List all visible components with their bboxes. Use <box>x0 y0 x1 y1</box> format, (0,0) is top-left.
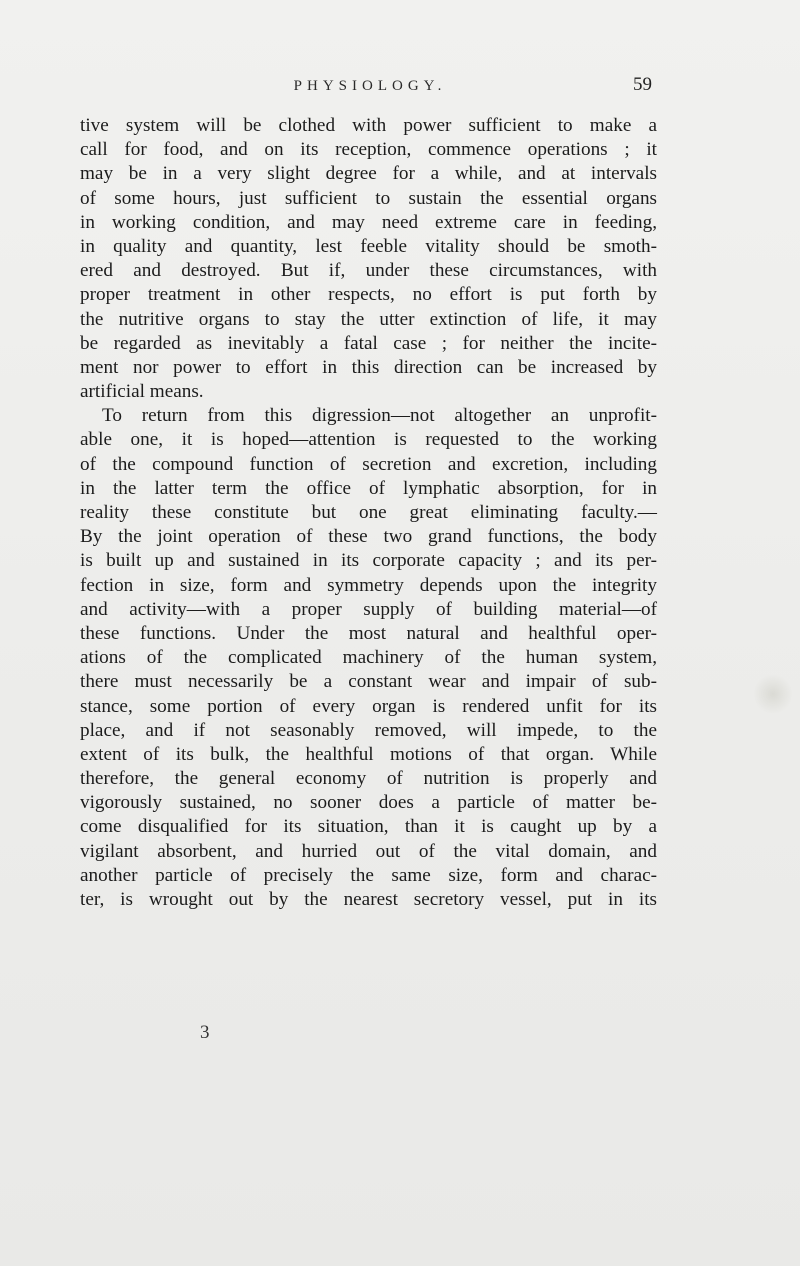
text-line: and activity—with a proper supply of building material—of <box>80 598 657 620</box>
text-line: in working condition, and may need extreme care in feeding, <box>80 211 657 233</box>
body-text <box>80 114 657 912</box>
text-line: able one, it is hoped—attention is requested to the working <box>80 429 657 451</box>
text-line: may be in a very slight degree for a while, and at intervals <box>80 163 657 185</box>
signature-mark: 3 <box>200 1022 210 1043</box>
text-line: call for food, and on its reception, commence operations ; it <box>80 139 657 161</box>
text-line: extent of its bulk, the healthful motions of that organ. While <box>80 743 657 765</box>
text-line: of the compound function of secretion and excretion, including <box>80 453 657 475</box>
text-line: ered and destroyed. But if, under these circumstances, with <box>80 260 657 282</box>
text-line: ter, is wrought out by the nearest secretory vessel, put in its <box>80 889 657 910</box>
text-line: therefore, the general economy of nutrition is properly and <box>80 768 657 790</box>
text-line: place, and if not seasonably removed, will impede, to the <box>80 719 657 741</box>
text-line: another particle of precisely the same size, form and charac- <box>80 864 657 886</box>
text-line: in quality and quantity, lest feeble vitality should be smoth- <box>80 235 657 257</box>
text-line: in the latter term the office of lymphatic absorption, for in <box>80 477 657 499</box>
text-line-paragraph-end: artificial means. <box>80 381 204 403</box>
text-line: the nutritive organs to stay the utter extinction of life, it may <box>80 308 657 330</box>
text-line: these functions. Under the most natural and healthful oper- <box>80 622 657 644</box>
text-line: is built up and sustained in its corporate capacity ; and its per- <box>80 550 657 572</box>
text-line: By the joint operation of these two grand functions, the body <box>80 526 657 548</box>
text-line: ment nor power to effort in this direction can be increased by <box>80 356 657 378</box>
running-title: PHYSIOLOGY. <box>293 78 447 94</box>
text-line: vigorously sustained, no sooner does a particle of matter be- <box>80 792 657 814</box>
paper-stain <box>754 672 792 716</box>
text-line: proper treatment in other respects, no effort is put forth by <box>80 284 657 306</box>
text-line-paragraph-start: To return from this digression—not altogether an unprofit- <box>102 405 657 427</box>
text-line: vigilant absorbent, and hurried out of the vital domain, and <box>80 840 657 862</box>
text-line: stance, some portion of every organ is rendered unfit for its <box>80 695 657 717</box>
text-line: ations of the complicated machinery of the human system, <box>80 647 657 669</box>
text-line: be regarded as inevitably a fatal case ; for neither the incite- <box>80 332 657 354</box>
text-line: of some hours, just sufficient to sustain the essential organs <box>80 187 657 209</box>
text-line: come disqualified for its situation, than it is caught up by a <box>80 816 657 838</box>
text-line: tive system will be clothed with power sufficient to make a <box>80 115 657 136</box>
text-line: fection in size, form and symmetry depends upon the integrity <box>80 574 657 596</box>
page-number: 59 <box>633 74 652 95</box>
text-line: there must necessarily be a constant wear and impair of sub- <box>80 671 657 693</box>
text-line: reality these constitute but one great eliminating faculty.— <box>80 502 657 523</box>
